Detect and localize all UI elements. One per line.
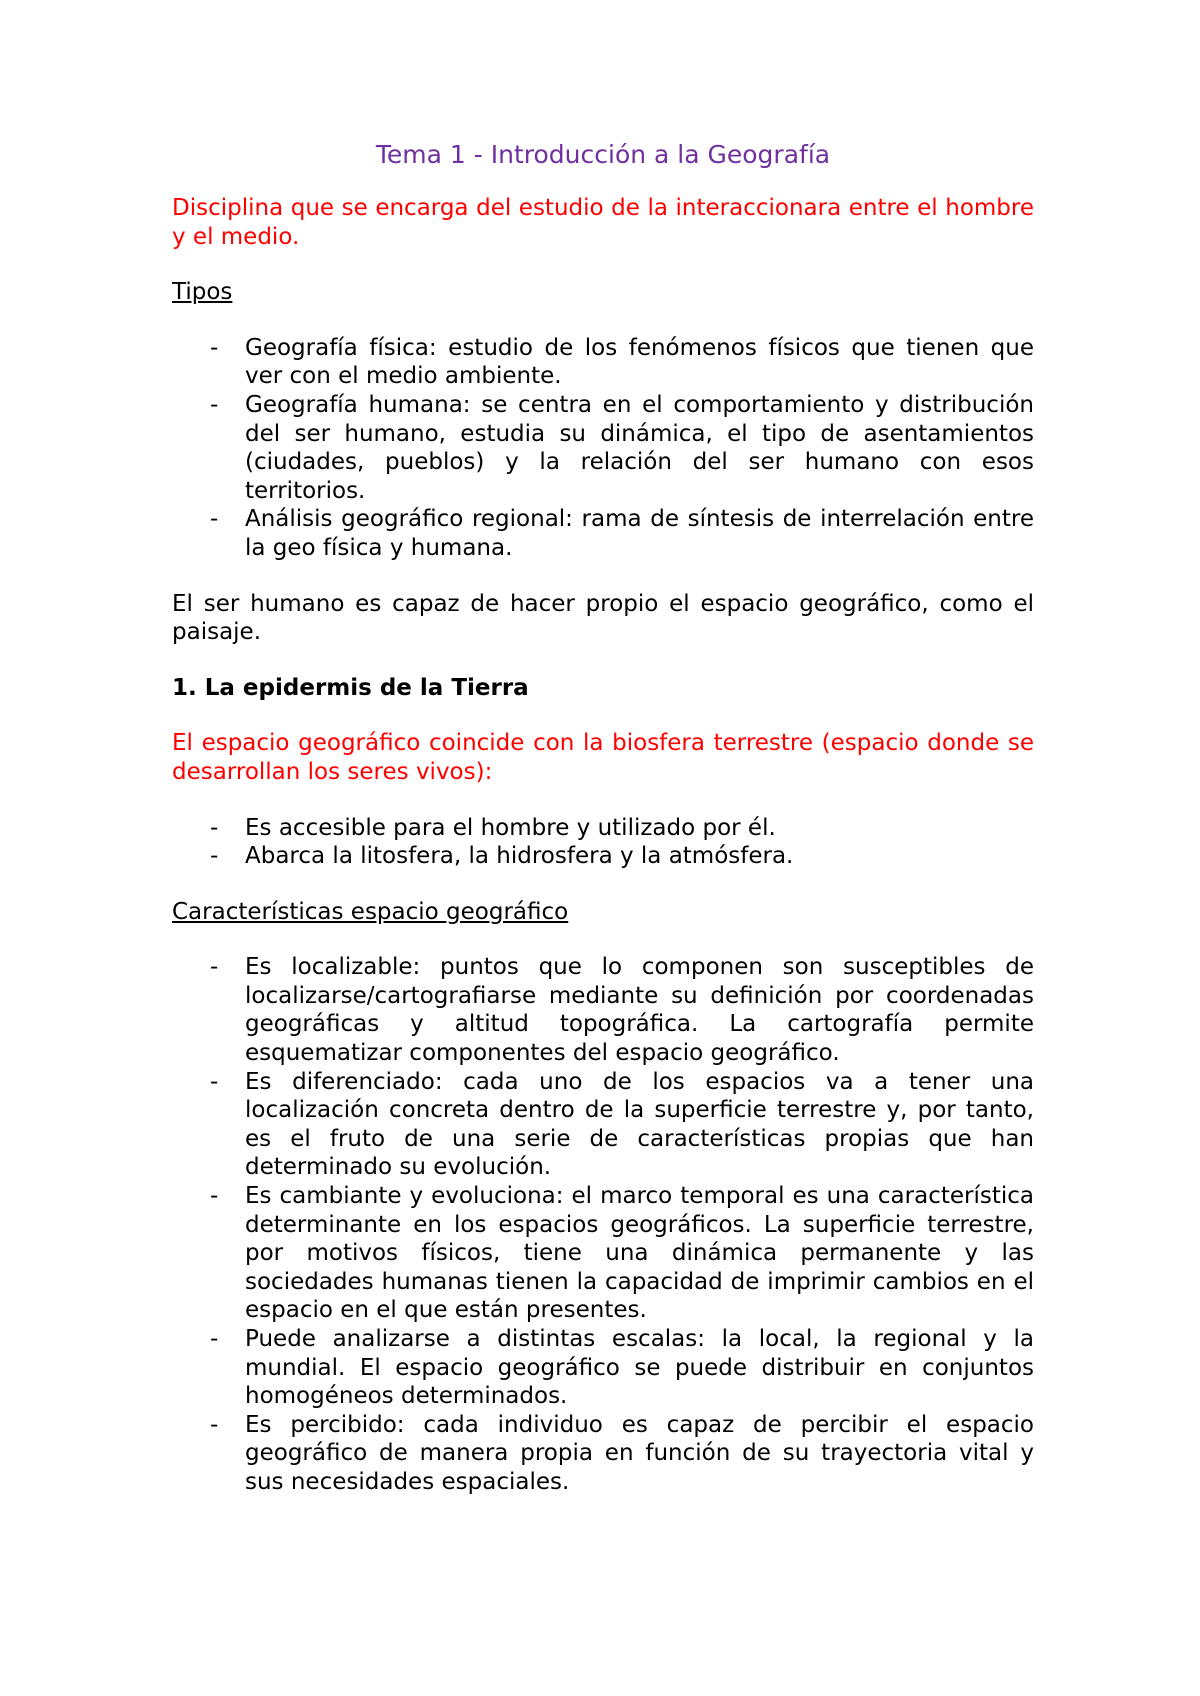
paragraph-espacio: El ser humano es capaz de hacer propio el espacio geográfico, como el paisaje. bbox=[172, 590, 1034, 646]
list-item-text: Geografía humana: se centra en el comportamiento y distribución del ser humano, estudia su dinámica, el tipo de asentamientos (ciudades, pueblos) y la relación del ser humano con esos territorios. bbox=[245, 391, 1034, 504]
definition-text: Disciplina que se encarga del estudio de la interaccionara entre el hombre y el medio. bbox=[172, 195, 1034, 250]
list-item-text: Puede analizarse a distintas escalas: la local, la regional y la mundial. El espacio geográfico se puede distribuir en conjuntos homogéneos determinados. bbox=[245, 1326, 1034, 1410]
list-item bbox=[172, 391, 1034, 505]
list-item bbox=[172, 842, 1034, 871]
tipos-heading: Tipos bbox=[172, 279, 233, 306]
dash-bullet: - bbox=[210, 1068, 219, 1095]
dash-bullet: - bbox=[210, 506, 219, 533]
list-item-text: Análisis geográfico regional: rama de síntesis de interrelación entre la geo física y humana. bbox=[245, 506, 1034, 561]
dash-bullet: - bbox=[210, 334, 219, 361]
list-item-text: Abarca la litosfera, la hidrosfera y la atmósfera. bbox=[245, 843, 794, 870]
dash-bullet: - bbox=[210, 1411, 219, 1438]
list-item bbox=[172, 1068, 1034, 1182]
list-item-text: Es percibido: cada individuo es capaz de percibir el espacio geográfico de manera propia en función de su trayectoria vital y sus necesidades espaciales. bbox=[245, 1411, 1034, 1495]
list-item bbox=[172, 334, 1034, 391]
list-item bbox=[172, 1411, 1034, 1497]
section-intro: El espacio geográfico coincide con la biosfera terrestre (espacio donde se desarrollan los seres vivos): bbox=[172, 730, 1034, 785]
list-item-text: Es localizable: puntos que lo componen son susceptibles de localizarse/cartografiarse mediante su definición por coordenadas geográficas y altitud topográfica. La cartografía permite esquematizar componentes del espacio geográfico. bbox=[245, 954, 1034, 1067]
list-item bbox=[172, 505, 1034, 562]
dash-bullet: - bbox=[210, 1183, 219, 1210]
list-item-text: Es diferenciado: cada uno de los espacios va a tener una localización concreta dentro de la superficie terrestre y, por tanto, es el fruto de una serie de características propias que han determinado su evolución. bbox=[245, 1068, 1034, 1181]
section-list bbox=[172, 814, 1034, 871]
tipos-list bbox=[172, 334, 1034, 563]
dash-bullet: - bbox=[210, 1326, 219, 1352]
list-item bbox=[172, 1182, 1034, 1325]
dash-bullet: - bbox=[210, 954, 219, 981]
list-item bbox=[172, 1325, 1034, 1411]
list-item-text: Es cambiante y evoluciona: el marco temporal es una característica determinante en los espacios geográficos. La superficie terrestre, por motivos físicos, tiene una dinámica permanente y las sociedades humanas tienen la capacidad de imprimir cambios en el espacio en el que están presentes. bbox=[245, 1183, 1034, 1324]
dash-bullet: - bbox=[210, 814, 219, 841]
list-item-text: Es accesible para el hombre y utilizado por él. bbox=[245, 814, 776, 841]
caracteristicas-list bbox=[172, 953, 1034, 1496]
section-heading: 1. La epidermis de la Tierra bbox=[172, 674, 529, 701]
caracteristicas-heading: Características espacio geográfico bbox=[172, 898, 569, 925]
page-title: Tema 1 - Introducción a la Geografía bbox=[375, 140, 831, 169]
list-item-text: Geografía física: estudio de los fenómenos físicos que tienen que ver con el medio ambiente. bbox=[245, 334, 1034, 390]
list-item bbox=[172, 953, 1034, 1067]
document-page bbox=[172, 140, 1034, 1524]
list-item bbox=[172, 814, 1034, 843]
dash-bullet: - bbox=[210, 843, 219, 870]
dash-bullet: - bbox=[210, 391, 219, 418]
